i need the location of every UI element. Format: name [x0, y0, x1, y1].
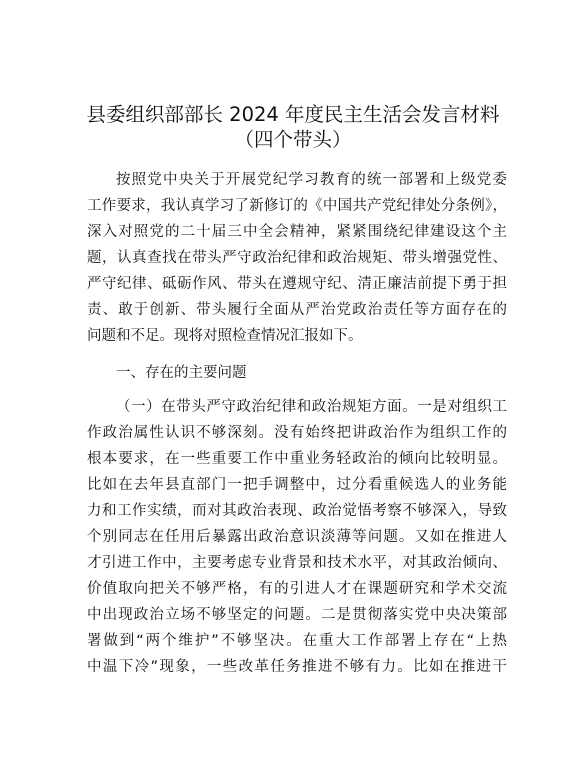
- paragraph-line: 个别同志在任用后暴露出政治意识淡薄等问题。又如在推进人: [87, 529, 507, 545]
- paragraph-line: 比如在去年县直部门一把手调整中，过分看重候选人的业务能: [87, 477, 507, 493]
- section-heading: 一、存在的主要问题: [116, 365, 247, 381]
- paragraph-line: 深入对照党的二十届三中全会精神，紧紧围绕纪律建设这个主: [87, 224, 507, 240]
- paragraph-line: 中出现政治立场不够坚定的问题。二是贯彻落实党中央决策部: [87, 607, 507, 623]
- paragraph-line: 根本要求，在一些重要工作中重业务轻政治的倾向比较明显。: [87, 451, 507, 467]
- paragraph-line: 工作要求，我认真学习了新修订的《中国共产党纪律处分条例》，: [87, 198, 507, 214]
- document-title: 县委组织部部长 2024 年度民主生活会发言材料: [86, 103, 500, 126]
- paragraph-line: 作政治属性认识不够深刻。没有始终把讲政治作为组织工作的: [87, 425, 507, 441]
- paragraph-line: 责、敢于创新、带头履行全面从严治党政治责任等方面存在的: [87, 302, 507, 318]
- paragraph-line: 才引进工作中，主要考虑专业背景和技术水平，对其政治倾向、: [87, 555, 507, 571]
- paragraph-line: 中温下冷”现象，一些改革任务推进不够有力。比如在推进干: [87, 659, 507, 675]
- paragraph-line: 严守纪律、砥砺作风、带头在遵规守纪、清正廉洁前提下勇于担: [87, 276, 507, 292]
- paragraph-line: 题，认真查找在带头严守政治纪律和政治规矩、带头增强党性、: [87, 250, 507, 266]
- paragraph-line: 按照党中央关于开展党纪学习教育的统一部署和上级党委: [116, 172, 507, 188]
- paragraph-line: 问题和不足。现将对照检查情况汇报如下。: [87, 328, 363, 344]
- paragraph-line: 署做到“两个维护”不够坚决。在重大工作部署上存在“上热: [87, 633, 507, 649]
- paragraph-line: 力和工作实绩，而对其政治表现、政治觉悟考察不够深入，导致: [87, 503, 507, 519]
- document-subtitle: （四个带头）: [234, 128, 352, 151]
- paragraph-line: 价值取向把关不够严格，有的引进人才在课题研究和学术交流: [87, 581, 507, 597]
- paragraph-line: （一）在带头严守政治纪律和政治规矩方面。一是对组织工: [116, 399, 507, 415]
